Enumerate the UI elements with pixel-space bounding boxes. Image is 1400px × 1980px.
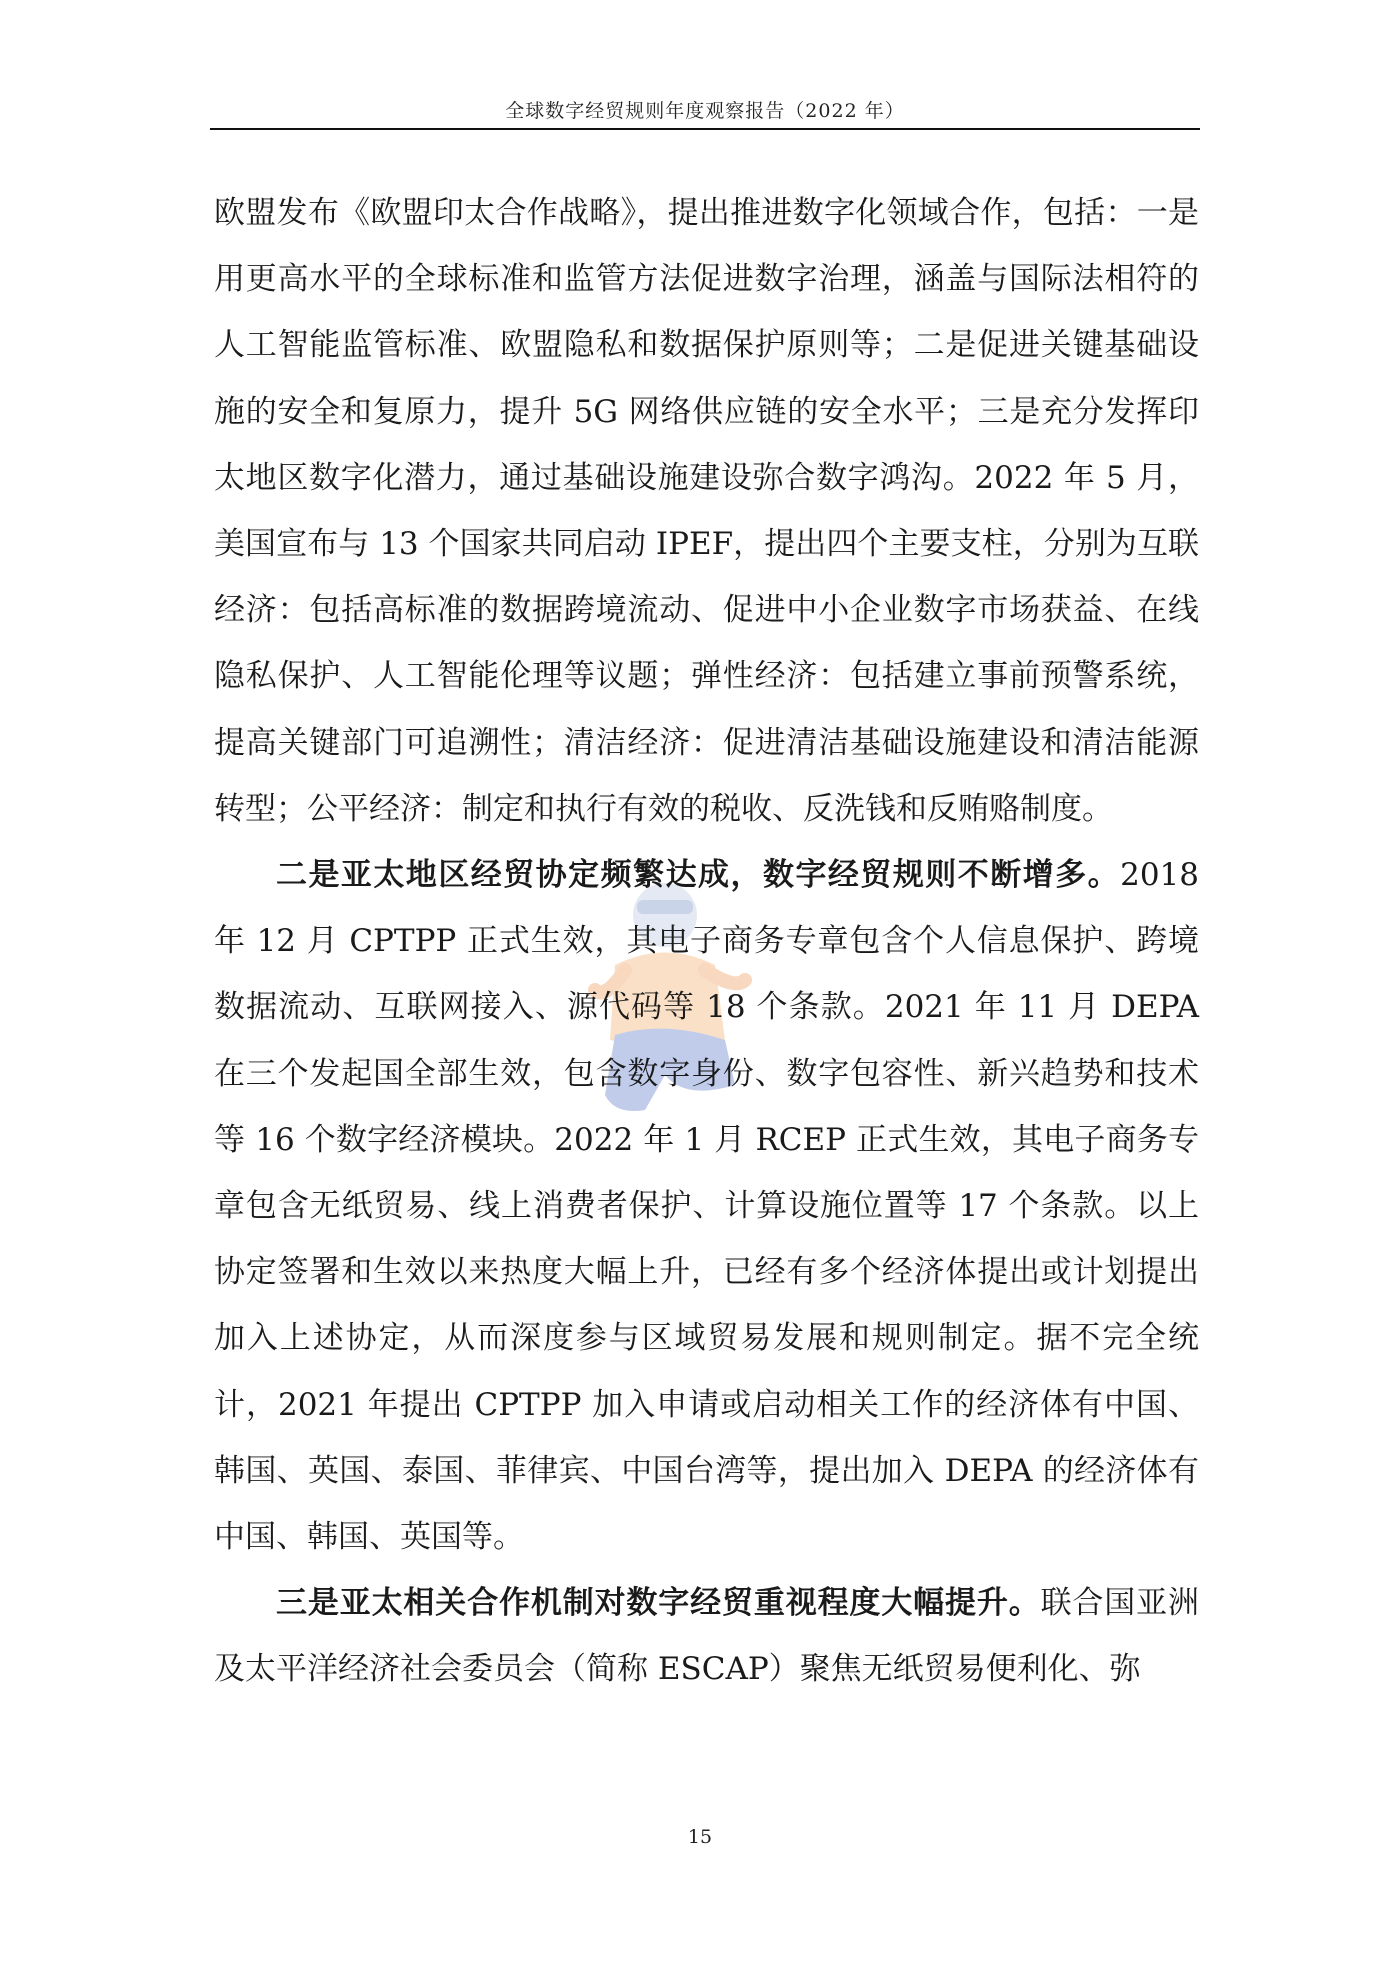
paragraph-2-lead: 二是亚太地区经贸协定频繁达成，数字经贸规则不断增多。 <box>276 857 1121 894</box>
paragraph-3-text: 联合国亚洲及太平洋经济社会委员会（简称 ESCAP）聚焦无纸贸易便利化、弥 <box>214 1585 1200 1688</box>
paragraph-3 <box>214 1570 1199 1702</box>
header-rule <box>210 128 1200 130</box>
paragraph-3-lead: 三是亚太相关合作机制对数字经贸重视程度大幅提升。 <box>276 1585 1041 1622</box>
body-text <box>214 180 1199 1703</box>
paragraph-1-text: 欧盟发布《欧盟印太合作战略》，提出推进数字化领域合作，包括：一是用更高水平的全球标准和监管方法促进数字治理，涵盖与国际法相符的人工智能监管标准、欧盟隐私和数据保护原则等；二是促进关键基础设施的安全和复原力，提升 5G 网络供应链的安全水平；三是充分发挥印太地区数字化潜力，通过基础设施建设弥合数字鸿沟。2022 年 5 月，美国宣布与 13 个国家共同启动 IPEF，提出四个主要支柱，分别为互联经济：包括高标准的数据跨境流动、促进中小企业数字市场获益、在线隐私保护、人工智能伦理等议题；弹性经济：包括建立事前预警系统，提高关键部门可追溯性；清洁经济：促进清洁基础设施建设和清洁能源转型；公平经济：制定和执行有效的税收、反洗钱和反贿赂制度。 <box>214 195 1199 827</box>
paragraph-2-text: 2018 年 12 月 CPTPP 正式生效，其电子商务专章包含个人信息保护、跨境数据流动、互联网接入、源代码等 18 个条款。2021 年 11 月 DEPA 在三个发起国全部生效，包含数字身份、数字包容性、新兴趋势和技术等 16 个数字经济模块。2022 年 1 月 RCEP 正式生效，其电子商务专章包含无纸贸易、线上消费者保护、计算设施位置等 17 个条款。以上协定签署和生效以来热度大幅上升，已经有多个经济体提出或计划提出加入上述协定，从而深度参与区域贸易发展和规则制定。据不完全统计，2021 年提出 CPTPP 加入申请或启动相关工作的经济体有中国、韩国、英国、泰国、菲律宾、中国台湾等，提出加入 DEPA 的经济体有中国、韩国、英国等。 <box>214 857 1199 1556</box>
paragraph-2 <box>214 842 1199 1570</box>
running-header: 全球数字经贸规则年度观察报告（2022 年） <box>505 100 905 122</box>
page-number: 15 <box>687 1826 713 1848</box>
paragraph-1 <box>214 180 1199 842</box>
